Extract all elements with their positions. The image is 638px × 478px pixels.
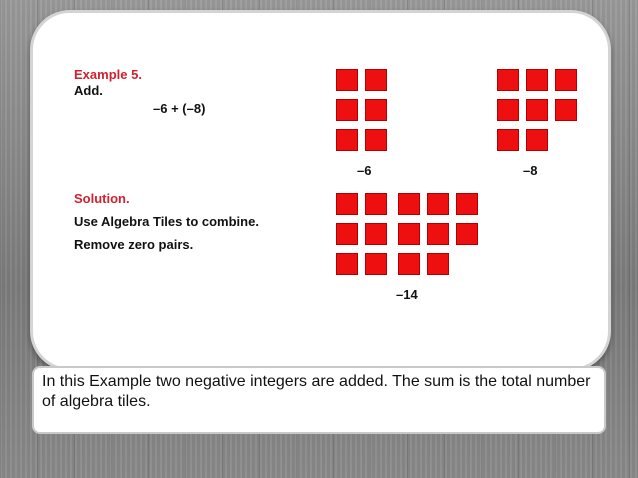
expression-text: –6 + (–8)	[153, 101, 206, 116]
negative-unit-tile	[336, 69, 358, 91]
negative-unit-tile	[365, 99, 387, 121]
negative-unit-tile	[555, 99, 577, 121]
negative-unit-tile	[427, 223, 449, 245]
negative-unit-tile	[398, 253, 420, 275]
caption-text: In this Example two negative integers are added. The sum is the total number of algebra tiles.	[42, 373, 591, 410]
negative-unit-tile	[497, 69, 519, 91]
example-title: Example 5.	[74, 67, 142, 82]
negative-unit-tile	[497, 99, 519, 121]
negative-unit-tile	[526, 69, 548, 91]
tile-group-label-minus-14: –14	[396, 287, 418, 302]
negative-unit-tile	[456, 223, 478, 245]
caption-box	[32, 366, 606, 434]
negative-unit-tile	[497, 129, 519, 151]
solution-title: Solution.	[74, 191, 130, 206]
negative-unit-tile	[336, 253, 358, 275]
negative-unit-tile	[365, 223, 387, 245]
negative-unit-tile	[365, 193, 387, 215]
negative-unit-tile	[526, 129, 548, 151]
negative-unit-tile	[398, 223, 420, 245]
negative-unit-tile	[398, 193, 420, 215]
solution-line-2: Remove zero pairs.	[74, 237, 194, 252]
tile-group-label-minus-6: –6	[357, 163, 372, 178]
solution-line-1: Use Algebra Tiles to combine.	[74, 214, 259, 229]
negative-unit-tile	[336, 223, 358, 245]
negative-unit-tile	[336, 99, 358, 121]
negative-unit-tile	[427, 193, 449, 215]
negative-unit-tile	[336, 193, 358, 215]
instruction-text: Add.	[74, 83, 103, 98]
negative-unit-tile	[336, 129, 358, 151]
negative-unit-tile	[365, 253, 387, 275]
negative-unit-tile	[365, 129, 387, 151]
negative-unit-tile	[456, 193, 478, 215]
tile-group-label-minus-8: –8	[523, 163, 538, 178]
negative-unit-tile	[526, 99, 548, 121]
negative-unit-tile	[427, 253, 449, 275]
negative-unit-tile	[365, 69, 387, 91]
negative-unit-tile	[555, 69, 577, 91]
